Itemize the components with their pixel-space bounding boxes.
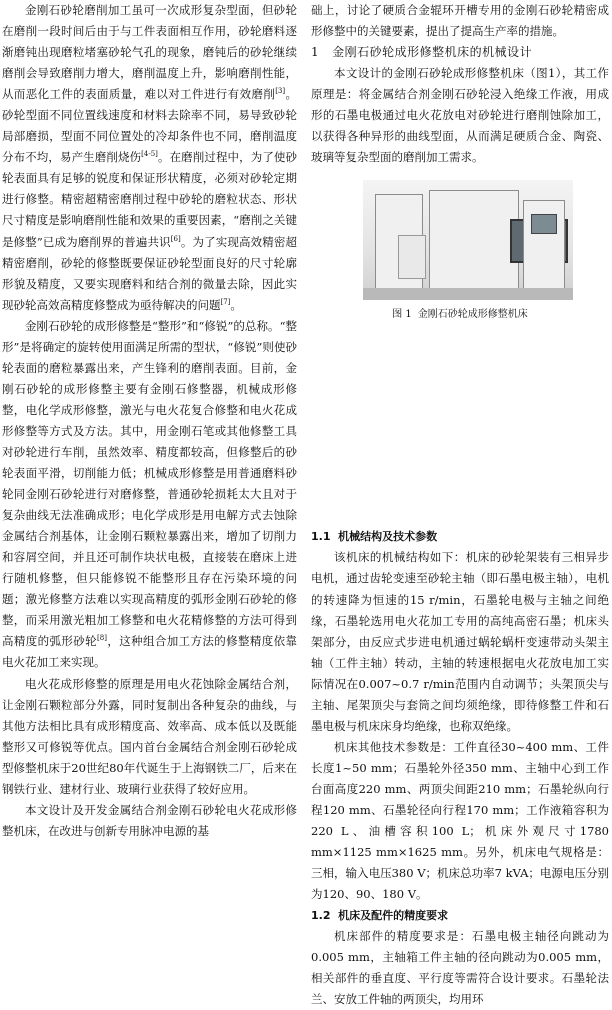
text: 。砂轮型面不同位置线速度和材料去除率不同，易导致砂轮局部磨损，型面不同位置处的冷却条件也不同，磨削温度分布不均，易产生磨削烧伤 (2, 87, 298, 165)
text: 。 (230, 297, 242, 312)
paragraph: 该机床的机械结构如下：机床的砂轮架装有三相异步电机，通过齿轮变速至砂轮主轴（即石墨电极主轴），电机的转速降为恒速的15 r/min，石墨轮电极与主轴之间绝缘，石墨轮选用电火花加工专用的高纯高密石墨；机床头架部分，由反应式步进电机通过蜗轮蜗杆变速带动头架主轴（工件主轴）转动，主轴的转速根据电火花放电加工实际情况在0.007~0.7 r/min范围内自动调节；头架顶尖与主轴、尾架顶尖与套筒之间均须绝缘，即待修整工件和石墨电极与机床床身均绝缘，也称双绝缘。 (311, 550, 609, 733)
paragraph (2, 0, 297, 316)
citation: [6] (170, 234, 181, 243)
paragraph: 础上，讨论了硬质合金辊环开槽专用的金刚石砂轮精密成形修整中的关键要素，提出了提高生产率的措施。 (311, 3, 609, 39)
text: 金刚石砂轮的成形修整是“整形”和“修锐”的总称。“整形”是将确定的旋转使用面满足所需的型状，“修锐”则使砂轮表面的磨粒暴露出来，产生锋利的磨削表面。目前，金刚石砂轮的成形修整主要有金刚石修整器，机械成形修整，电化学成形修整，激光与电火花复合修整和电火花成形修整等方式及方法。其中，用金刚石笔或其他修整工具对砂轮进行车削，虽然效率、精度都较高，但修整后的砂轮表面平滑，切削能力低；机械成形修整是用普通磨料砂轮同金刚石砂轮进行对磨修整，普通砂轮损耗太大且对于复杂曲线无法准确成形；电化学成形是用电解方式去蚀除金属结合剂基体，让金刚石颗粒暴露出来，增加了切削力和容屑空间，并且还可制作块状电极，直接装在磨床上进行随机修整，但只能修锐不能整形且存在污染环境的问题；激光修整方法难以实现高精度的弧形金刚石砂轮的修整，而采用激光粗加工修整和电火花精修整的方法可得到高精度的弧形砂轮 (2, 318, 297, 649)
citation: [8] (97, 634, 107, 643)
citation: [7] (220, 297, 231, 306)
text: ，这种组合加工方法的修整精度依靠电火花加工来实现。 (2, 634, 298, 670)
section-heading (311, 42, 609, 63)
right-column (311, 0, 609, 1010)
paragraph (2, 316, 297, 674)
left-column (2, 0, 297, 842)
paragraph: 本文设计的金刚石砂轮成形修整机床（图1），其工作原理是：将金属结合剂金刚石砂轮浸入绝缘工作液，用成形的石墨电极通过电火花放电对砂轮进行磨削蚀除加工，以获得各种异形的曲线型面，从而满足硬质合金、陶瓷、玻璃等复杂型面的磨削加工需求。 (311, 66, 609, 165)
figure-number: 图 1 (392, 309, 412, 321)
subsection-title: 机床及配件的精度要求 (338, 909, 449, 923)
text: 金刚石砂轮磨削加工虽可一次成形复杂型面，但砂轮在磨削一段时间后由于与工件表面相互作用，砂轮磨料逐渐磨钝出现磨粒堵塞砂轮气孔的现象，磨钝后的砂轮继续磨削会导致磨削力增大，磨削温度上升，影响磨削性能，从而恶化工件的表面质量，难以对工件进行有效磨削 (2, 3, 297, 102)
paragraph: 机床其他技术参数是：工件直径30~400 mm、工件长度1~50 mm；石墨轮外径350 mm、主轴中心到工作台面高度220 mm、两顶尖间距210 mm；石墨轮纵向行程120 mm、石墨轮径向行程170 mm；工作液箱容积为220 L、油槽容积100 L；机床外观尺寸1780 mm×1125 mm×1625 mm。另外，机床电气规格是：三相，输入电压380 V；机床总功率7 kVA；电源电压分别为120、90、180 V。 (311, 739, 609, 902)
figure-caption-text: 金刚石砂轮成形修整机床 (417, 309, 528, 321)
paragraph: 机床部件的精度要求是：石墨电极主轴径向跳动为0.005 mm，主轴箱工件主轴的径向跳动为0.005 mm，相关部件的垂直度、平行度等需符合设计要求。石墨轮法兰、安放工件轴的两顶尖，均用环 (311, 929, 609, 1007)
floor (363, 288, 573, 300)
machine-photo (363, 180, 573, 300)
section-number: 1 (311, 45, 320, 60)
paragraph: 电火花成形修整的原理是用电火花蚀除金属结合剂，让金刚石颗粒部分外露，同时复制出各种复杂的曲线，与其他方法相比具有成形精度高、效率高、成本低以及既能整形又可修锐等优点。国内首台金属结合剂金刚石砂轮成型修整机床于20世纪80年代诞生于上海钢铁二厂，后来在钢铁行业、建材行业、玻璃行业获得了较好应用。 (2, 676, 297, 796)
machine-enclosure (429, 190, 519, 292)
subsection-heading (311, 905, 609, 926)
paragraph: 本文设计及开发金属结合剂金刚石砂轮电火花成形修整机床，在改进与创新专用脉冲电源的基 (2, 802, 297, 838)
figure-1 (311, 180, 609, 524)
text: 。为了实现高效精密超精密磨削，砂轮的修整既要保证砂轮型面良好的尺寸轮廓形貌及精度，又要实现磨料和结合剂的微量去除，因此实现砂轮高效高精度修整成为亟待解决的问题 (2, 234, 297, 312)
subsection-number: 1.1 (311, 530, 331, 544)
cabinet-door (398, 235, 426, 279)
text: 。在磨削过程中，为了使砂轮表面具有足够的锐度和保证形状精度，必须对砂轮定期进行修整。精密超精密磨削过程中砂轮的磨粒状态、形状尺寸精度是影响磨削性能和效果的重要因素，“磨削之关键是修整”已成为磨削界的普遍共识 (2, 150, 298, 249)
subsection-title: 机械结构及技术参数 (338, 530, 438, 544)
subsection-number: 1.2 (311, 909, 331, 923)
section-title: 金刚石砂轮成形修整机床的机械设计 (332, 45, 533, 60)
figure-caption (311, 308, 609, 322)
citation: [4-5] (141, 150, 158, 159)
control-panel (531, 214, 557, 234)
electrical-cabinet (375, 194, 423, 292)
citation: [3] (275, 87, 286, 96)
subsection-heading (311, 526, 609, 547)
